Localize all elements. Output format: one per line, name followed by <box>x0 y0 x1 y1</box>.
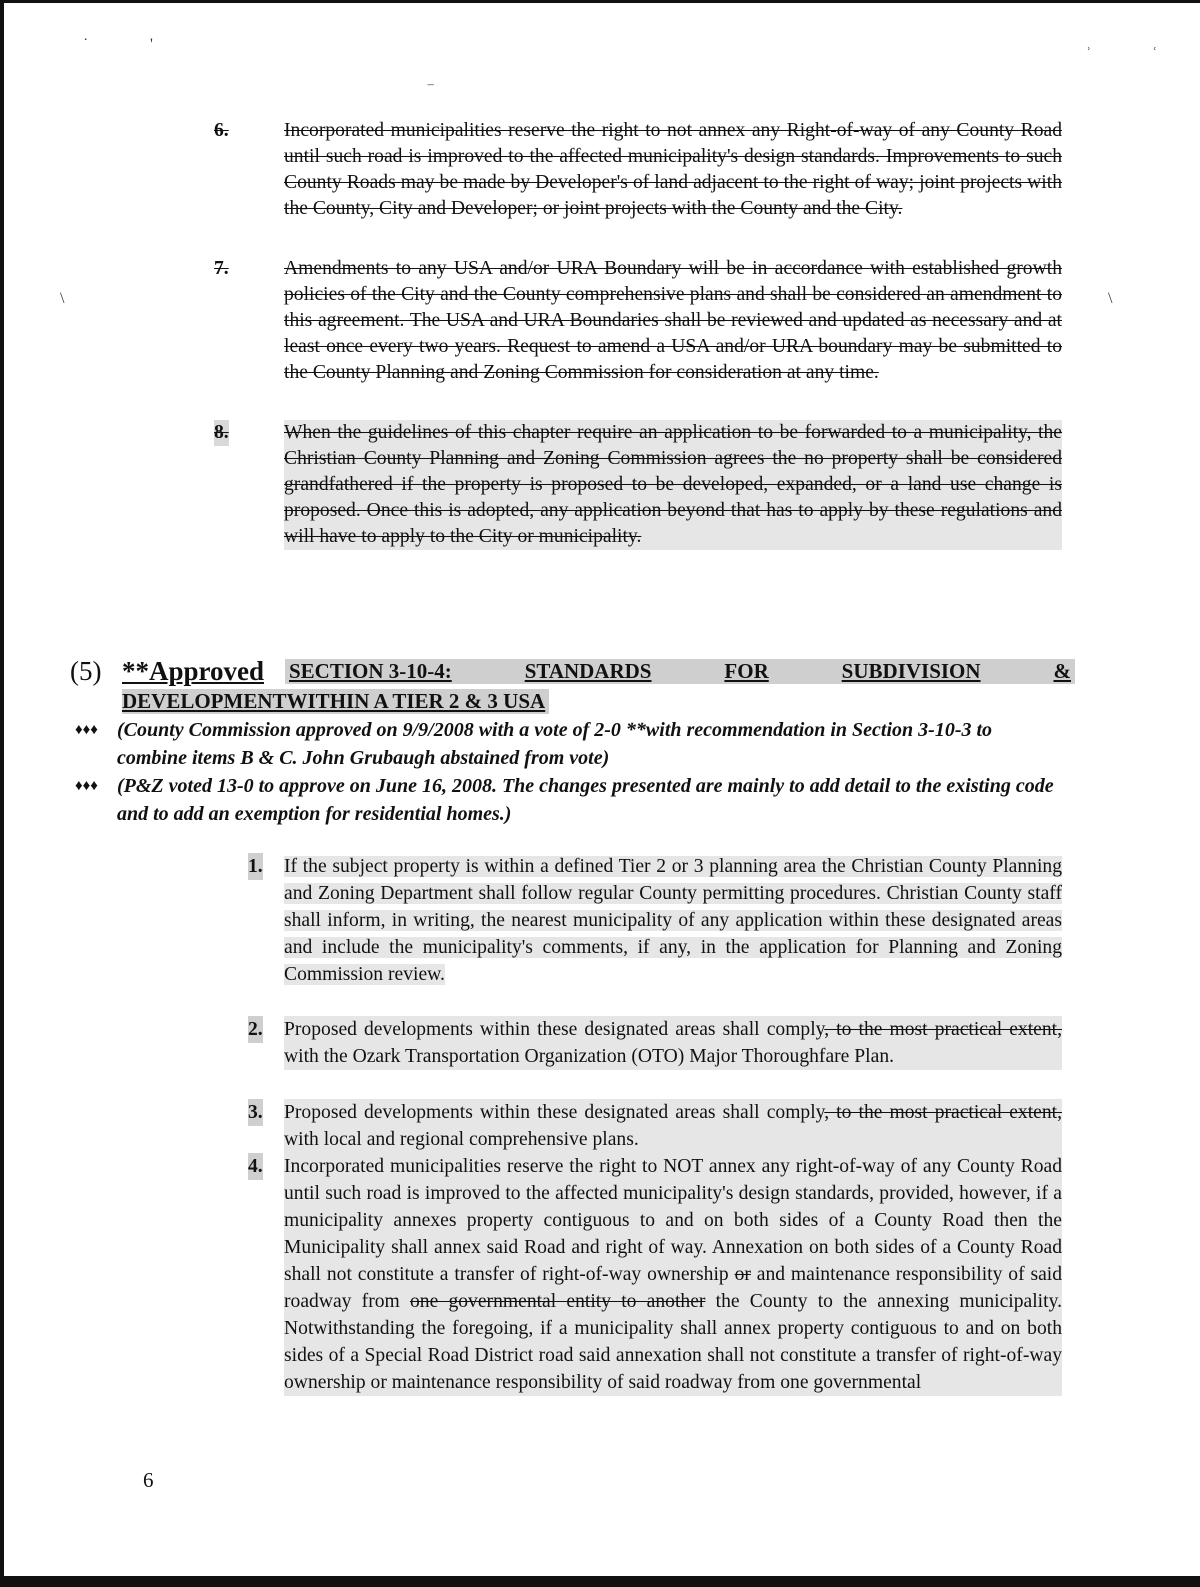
section-title-word: STANDARDS <box>524 659 652 683</box>
item-text-part: Incorporated municipalities reserve the right to NOT annex any right-of-way of any County Road until such road is improved to the affected municipality's design standards, provided, however, if a municipality annexes property contiguous to and on both sides of a County Road then the Municipality shall annex said Road and right of way. Annexation on both sides of a County Road shall not constitute a transfer of right-of-way ownership <box>284 1156 1062 1285</box>
deleted-text: , to the most practical extent, <box>824 1102 1063 1123</box>
note-text: (County Commission approved on 9/9/2008 with a vote of 2-0 **with recommendation in Section 3-10-3 to combine items B & C. John Grubaugh abstained from vote) <box>117 719 993 769</box>
note-text: (P&Z voted 13-0 to approve on June 16, 2008. The changes presented are mainly to add detail to the existing code and to add an exemption for residential homes.) <box>117 775 1054 825</box>
item-text <box>284 853 1062 988</box>
scan-speck: ' <box>150 36 153 53</box>
scan-speck: ˒ <box>1086 38 1092 55</box>
item-number: 1. <box>248 853 263 880</box>
item-text-part: with the Ozark Transportation Organization (OTO) Major Thoroughfare Plan. <box>284 1046 895 1067</box>
section-title-word: SUBDIVISION <box>841 659 981 683</box>
section-title-word: FOR <box>724 659 769 683</box>
section-title-line1 <box>285 659 1075 684</box>
item-number: 8. <box>214 420 229 446</box>
item-text: When the guidelines of this chapter require an application to be forwarded to a municipality, the Christian County Planning and Zoning Commission agrees the no property shall be considered grandfathered if the property is proposed to be developed, expanded, or a land use change is proposed. Once this is adopted, any application beyond that has to apply by these regulations and will have to apply to the City or municipality. <box>284 420 1062 550</box>
deleted-text: , to the most practical extent, <box>824 1019 1063 1040</box>
page-number: 6 <box>143 1468 154 1492</box>
scan-speck: ‾ <box>428 84 434 101</box>
diamond-markers: ♦♦♦ <box>75 722 98 738</box>
page-left-border <box>0 0 4 1587</box>
item-number: 4. <box>248 1153 263 1180</box>
item-text <box>284 1153 1062 1396</box>
item-text-part: with local and regional comprehensive plans. <box>284 1129 639 1150</box>
item-text-part: the County to the annexing municipality. Notwithstanding the foregoing, if a municipality shall annex property contiguous to and on both sides of a Special Road District road said annexation shall not constitute a transfer of right-of-way ownership or maintenance responsibility of said roadway from one governmental <box>284 1291 1062 1393</box>
item-text-part: Proposed developments within these designated areas shall comply <box>284 1019 825 1040</box>
scan-speck: ˙ <box>83 36 89 53</box>
item-text-part: Proposed developments within these designated areas shall comply <box>284 1102 825 1123</box>
scan-speck: ˓ <box>1152 38 1158 55</box>
item-text-part: If the subject property is within a defined Tier 2 or 3 planning area the Christian County Planning and Zoning Department shall follow regular County permitting procedures. Christian County staff shall inform, in writing, the nearest municipality of any application within these designated areas and include the municipality's comments, if any, in the application for Planning and Zoning Commission review. <box>284 856 1062 985</box>
deleted-text: one governmental entity to another <box>409 1291 706 1312</box>
item-text: Incorporated municipalities reserve the right to not annex any Right-of-way of any County Road until such road is improved to the affected municipality's design standards. Improvements to such County Roads may be made by Developer's of land adjacent to the right of way; joint projects with the County, City and Developer; or joint projects with the County and the City. <box>284 120 1062 219</box>
page-top-border <box>0 0 1200 3</box>
section-title-line2: DEVELOPMENTWITHIN A TIER 2 & 3 USA <box>122 689 549 714</box>
scan-speck: \ <box>60 290 65 307</box>
page-bottom-border <box>0 1576 1200 1587</box>
section-number: (5) <box>70 656 102 686</box>
section-title-word: SECTION 3-10-4: <box>289 659 452 683</box>
deleted-text: or <box>734 1264 751 1285</box>
item-number: 2. <box>248 1016 263 1043</box>
item-number: 6. <box>214 120 229 141</box>
item-number: 7. <box>214 258 229 279</box>
item-text-part: and maintenance responsibility of said roadway from <box>284 1264 1063 1312</box>
item-text: Amendments to any USA and/or URA Boundary will be in accordance with established growth policies of the City and the County comprehensive plans and shall be considered an amendment to this agreement. The USA and URA Boundaries shall be reviewed and updated as necessary and at least once every two years. Request to amend a USA and/or URA boundary may be submitted to the County Planning and Zoning Commission for consideration at any time. <box>284 258 1062 383</box>
item-text <box>284 1099 1062 1153</box>
approved-label: **Approved <box>122 656 265 686</box>
scan-speck: \ <box>1108 290 1113 307</box>
item-text <box>284 1016 1062 1070</box>
section-title-word: & <box>1053 659 1071 683</box>
item-number: 3. <box>248 1099 263 1126</box>
diamond-markers: ♦♦♦ <box>75 778 98 794</box>
